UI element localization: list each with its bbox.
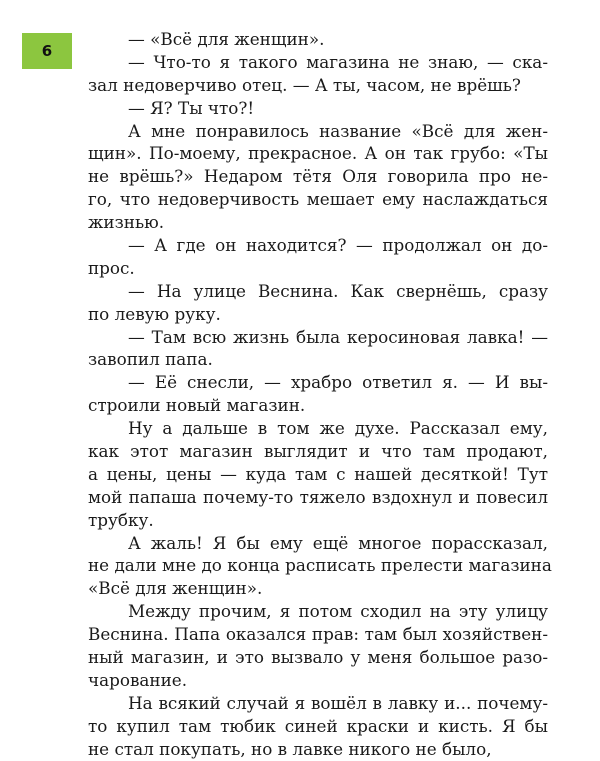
- text-line: не дали мне до конца расписать прелести магазина: [88, 555, 552, 576]
- text-line: — Что-то я такого магазина не знаю, — ска-: [128, 51, 548, 72]
- paragraph: [88, 600, 548, 692]
- text-line: то купил там тюбик синей краски и кисть. Я бы: [88, 715, 548, 736]
- text-line: как этот магазин выглядит и что там продают,: [88, 441, 548, 462]
- text-line: На всякий случай я вошёл в лавку и... почему-: [128, 692, 548, 713]
- paragraph: [88, 326, 548, 372]
- text-line: — Я? Ты что?!: [128, 97, 255, 118]
- text-line: не врёшь?» Недаром тётя Оля говорила про не-: [88, 166, 548, 187]
- story-text: [88, 28, 552, 761]
- text-line: Между прочим, я потом сходил на эту улицу: [128, 601, 548, 622]
- text-line: «Всё для женщин».: [88, 578, 263, 599]
- text-line: А мне понравилось название «Всё для жен-: [128, 120, 548, 141]
- text-line: не стал покупать, но в лавке никого не было,: [88, 738, 492, 759]
- text-line: — А где он находится? — продолжал он до-: [128, 235, 548, 256]
- paragraph: [88, 234, 548, 280]
- text-line: щин». По-моему, прекрасное. А он так грубо: «Ты: [88, 143, 548, 164]
- text-line: А жаль! Я бы ему ещё многое порассказал,: [128, 532, 548, 553]
- text-line: завопил папа.: [88, 349, 213, 370]
- text-line: прос.: [88, 257, 135, 278]
- text-line: мой папаша почему-то тяжело вздохнул и повесил: [88, 486, 548, 507]
- text-line: Ну а дальше в том же духе. Рассказал ему,: [128, 418, 548, 439]
- text-line: трубку.: [88, 509, 154, 530]
- page-number-badge: 6: [22, 33, 72, 69]
- paragraph: [88, 371, 548, 417]
- paragraph: [88, 51, 548, 97]
- text-line: — «Всё для женщин».: [128, 29, 325, 49]
- text-line: — Её снесли, — храбро ответил я. — И вы-: [128, 372, 548, 393]
- paragraph: [88, 280, 548, 326]
- text-line: зал недоверчиво отец. — А ты, часом, не врёшь?: [88, 74, 521, 95]
- text-line: Веснина. Папа оказался прав: там был хозяйствен-: [88, 624, 548, 645]
- paragraph: [88, 532, 552, 601]
- text-line: — На улице Веснина. Как свернёшь, сразу: [128, 280, 548, 301]
- paragraph: [88, 417, 548, 531]
- text-line: а цены, цены — куда там с нашей десяткой! Тут: [88, 463, 548, 484]
- text-line: жизнью.: [88, 212, 165, 233]
- text-line: ный магазин, и это вызвало у меня большое разо-: [88, 647, 548, 668]
- paragraph: [88, 97, 548, 120]
- text-line: го, что недоверчивость мешает ему наслаждаться: [88, 189, 548, 210]
- text-line: — Там всю жизнь была керосиновая лавка! —: [128, 326, 548, 347]
- paragraph: [88, 692, 548, 761]
- text-line: строили новый магазин.: [88, 395, 306, 416]
- paragraph: [88, 120, 548, 234]
- text-line: чарование.: [88, 669, 188, 690]
- text-line: по левую руку.: [88, 303, 221, 324]
- paragraph: [88, 28, 548, 51]
